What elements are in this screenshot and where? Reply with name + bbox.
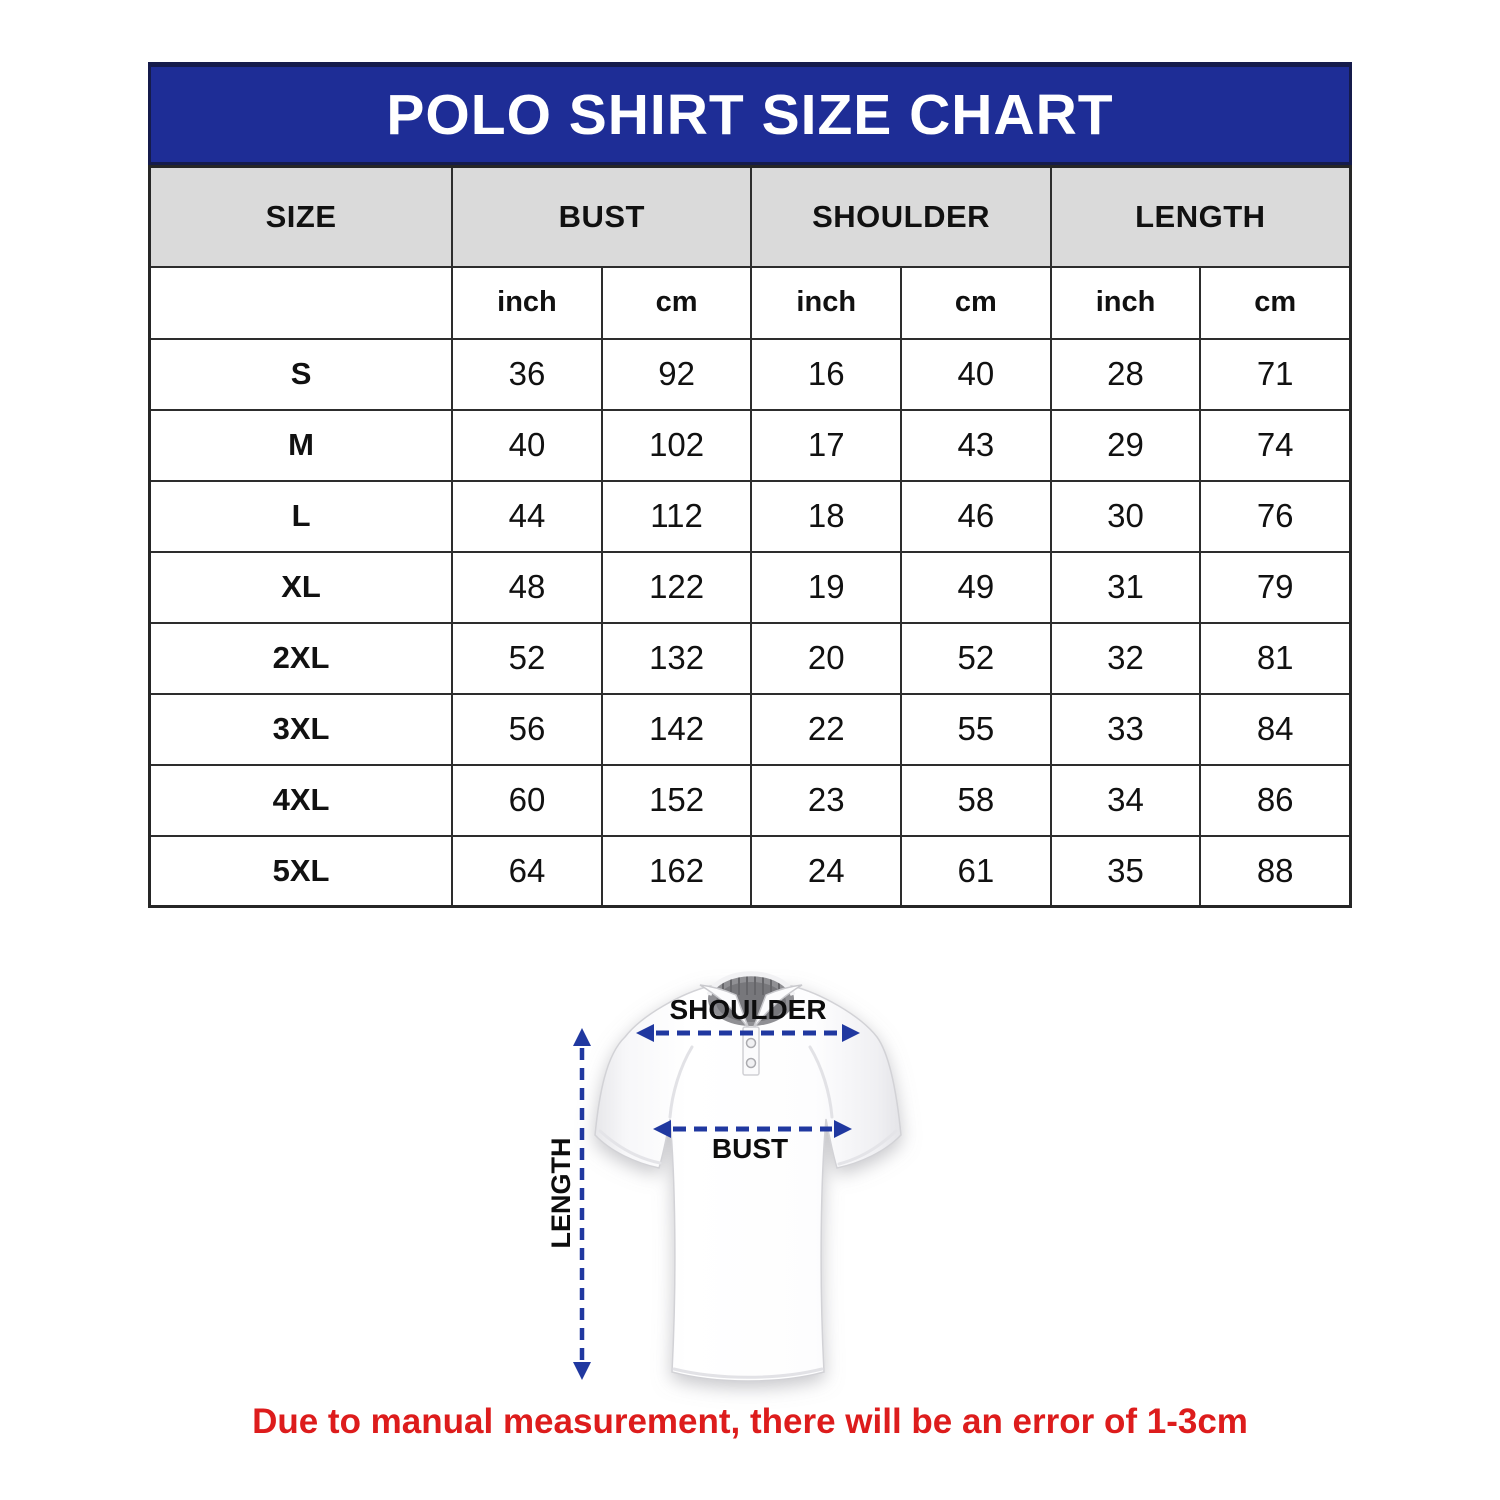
value-cell: 36 xyxy=(452,339,602,410)
column-header-bust: BUST xyxy=(452,167,751,267)
unit-header-row xyxy=(150,267,1351,339)
value-cell: 16 xyxy=(751,339,901,410)
value-cell: 88 xyxy=(1200,836,1350,907)
value-cell: 86 xyxy=(1200,765,1350,836)
value-cell: 18 xyxy=(751,481,901,552)
column-header-length: LENGTH xyxy=(1051,167,1351,267)
value-cell: 20 xyxy=(751,623,901,694)
value-cell: 162 xyxy=(602,836,752,907)
value-cell: 40 xyxy=(452,410,602,481)
value-cell: 43 xyxy=(901,410,1051,481)
value-cell: 40 xyxy=(901,339,1051,410)
value-cell: 23 xyxy=(751,765,901,836)
table-row xyxy=(150,623,1351,694)
value-cell: 142 xyxy=(602,694,752,765)
unit-header-cm: cm xyxy=(1200,267,1350,339)
table-row xyxy=(150,481,1351,552)
value-cell: 55 xyxy=(901,694,1051,765)
value-cell: 58 xyxy=(901,765,1051,836)
value-cell: 76 xyxy=(1200,481,1350,552)
value-cell: 44 xyxy=(452,481,602,552)
value-cell: 46 xyxy=(901,481,1051,552)
size-cell: XL xyxy=(150,552,453,623)
value-cell: 28 xyxy=(1051,339,1201,410)
value-cell: 81 xyxy=(1200,623,1350,694)
value-cell: 71 xyxy=(1200,339,1350,410)
unit-header-cm: cm xyxy=(602,267,752,339)
size-cell: 4XL xyxy=(150,765,453,836)
unit-header-empty xyxy=(150,267,453,339)
chart-title-banner xyxy=(148,62,1352,165)
value-cell: 92 xyxy=(602,339,752,410)
value-cell: 152 xyxy=(602,765,752,836)
size-cell: 3XL xyxy=(150,694,453,765)
table-row xyxy=(150,410,1351,481)
table-header-row xyxy=(150,167,1351,267)
value-cell: 79 xyxy=(1200,552,1350,623)
measurement-note: Due to manual measurement, there will be an error of 1-3cm xyxy=(252,1402,1248,1441)
value-cell: 102 xyxy=(602,410,752,481)
value-cell: 52 xyxy=(452,623,602,694)
size-cell: L xyxy=(150,481,453,552)
page-title: POLO SHIRT SIZE CHART xyxy=(386,82,1114,147)
value-cell: 29 xyxy=(1051,410,1201,481)
value-cell: 34 xyxy=(1051,765,1201,836)
value-cell: 64 xyxy=(452,836,602,907)
value-cell: 74 xyxy=(1200,410,1350,481)
table-row xyxy=(150,339,1351,410)
value-cell: 56 xyxy=(452,694,602,765)
value-cell: 35 xyxy=(1051,836,1201,907)
value-cell: 24 xyxy=(751,836,901,907)
size-cell: 2XL xyxy=(150,623,453,694)
value-cell: 60 xyxy=(452,765,602,836)
unit-header-cm: cm xyxy=(901,267,1051,339)
table-row xyxy=(150,836,1351,907)
size-table xyxy=(148,165,1352,908)
value-cell: 30 xyxy=(1051,481,1201,552)
table-row xyxy=(150,694,1351,765)
bust-label: BUST xyxy=(711,1133,789,1164)
table-row xyxy=(150,765,1351,836)
unit-header-inch: inch xyxy=(751,267,901,339)
value-cell: 49 xyxy=(901,552,1051,623)
unit-header-inch: inch xyxy=(452,267,602,339)
size-cell: 5XL xyxy=(150,836,453,907)
size-cell: M xyxy=(150,410,453,481)
value-cell: 22 xyxy=(751,694,901,765)
value-cell: 61 xyxy=(901,836,1051,907)
unit-header-inch: inch xyxy=(1051,267,1201,339)
value-cell: 48 xyxy=(452,552,602,623)
column-header-shoulder: SHOULDER xyxy=(751,167,1050,267)
value-cell: 112 xyxy=(602,481,752,552)
value-cell: 31 xyxy=(1051,552,1201,623)
length-label: LENGTH xyxy=(546,1137,576,1249)
value-cell: 32 xyxy=(1051,623,1201,694)
value-cell: 122 xyxy=(602,552,752,623)
value-cell: 132 xyxy=(602,623,752,694)
shoulder-label: SHOULDER xyxy=(669,994,827,1025)
value-cell: 19 xyxy=(751,552,901,623)
size-cell: S xyxy=(150,339,453,410)
table-row xyxy=(150,552,1351,623)
value-cell: 84 xyxy=(1200,694,1350,765)
column-header-size: SIZE xyxy=(150,167,453,267)
value-cell: 52 xyxy=(901,623,1051,694)
value-cell: 17 xyxy=(751,410,901,481)
polo-shirt-diagram xyxy=(540,955,925,1415)
value-cell: 33 xyxy=(1051,694,1201,765)
